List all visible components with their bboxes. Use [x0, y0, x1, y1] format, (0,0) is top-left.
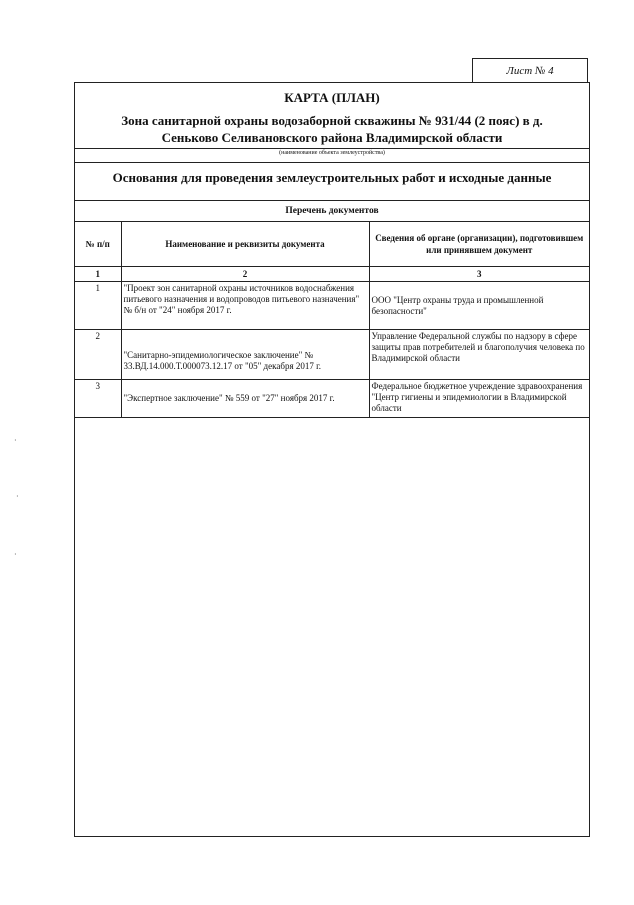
row-number: 1 — [75, 282, 121, 330]
document-subtitle — [75, 112, 589, 146]
document-frame — [74, 82, 590, 837]
row-number: 3 — [75, 380, 121, 418]
column-header-num: № п/п — [75, 222, 121, 267]
table-row — [75, 330, 589, 380]
scan-speck: · — [14, 436, 17, 445]
column-header-org: Сведения об органе (организации), подготовившем или принявшем документ — [369, 222, 589, 267]
column-index-cell: 3 — [369, 267, 589, 282]
column-index-row — [75, 267, 589, 282]
subtitle-line-2: Сеньково Селивановского района Владимирской области — [161, 130, 503, 145]
organization-cell: ООО "Центр охраны труда и промышленной безопасности" — [369, 282, 589, 330]
section-heading: Основания для проведения землеустроительных работ и исходные данные — [75, 162, 589, 193]
document-title: КАРТА (ПЛАН) — [284, 90, 380, 105]
column-index-cell: 2 — [121, 267, 369, 282]
sheet-number-label: Лист № 4 — [472, 58, 588, 82]
documents-list-title: Перечень документов — [75, 200, 589, 221]
organization-cell: Управление Федеральной службы по надзору в сфере защиты прав потребителей и благополучия человека по Владимирской области — [369, 330, 589, 380]
object-caption: (наименование объекта землеустройства) — [75, 148, 589, 158]
document-name-cell: "Санитарно-эпидемиологическое заключение" № 33.ВД.14.000.Т.000073.12.17 от "05" декабря 2017 г. — [121, 330, 369, 380]
column-index-cell: 1 — [75, 267, 121, 282]
documents-table — [75, 221, 589, 418]
row-number: 2 — [75, 330, 121, 380]
scan-speck: · — [16, 492, 19, 501]
organization-cell: Федеральное бюджетное учреждение здравоохранения "Центр гигиены и эпидемиологии в Владимирской области — [369, 380, 589, 418]
document-name-cell: "Проект зон санитарной охраны источников водоснабжения питьевого назначения и водопроводов питьевого назначения" № б/н от "24" ноября 2017 г. — [121, 282, 369, 330]
subtitle-line-1: Зона санитарной охраны водозаборной скважины № 931/44 (2 пояс) в д. — [121, 113, 543, 128]
table-row — [75, 380, 589, 418]
document-name-cell: "Экспертное заключение" № 559 от "27" ноября 2017 г. — [121, 380, 369, 418]
column-header-name: Наименование и реквизиты документа — [121, 222, 369, 267]
scan-speck: · — [14, 550, 17, 559]
table-header-row — [75, 222, 589, 267]
table-row — [75, 282, 589, 330]
